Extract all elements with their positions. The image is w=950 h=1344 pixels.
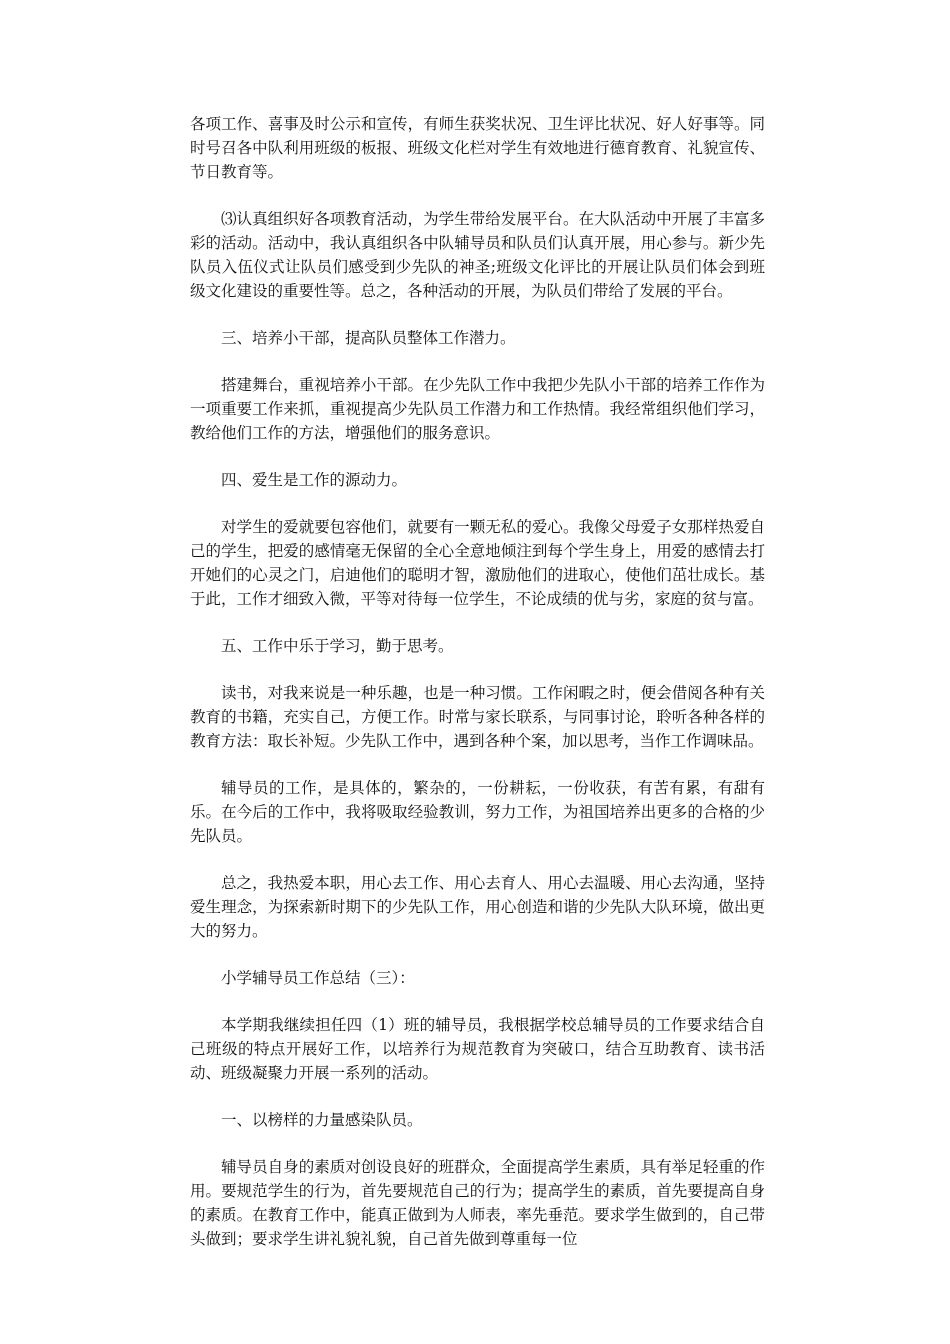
paragraph-reading: 读书，对我来说是一种乐趣，也是一种习惯。工作闲暇之时，便会借阅各种有关教育的书籍，充实自己，方便工作。时常与家长联系，与同事讨论，聆听各种各样的教育方法：取长补短。少先队工作中，遇到各种个案，加以思考，当作工作调味品。: [190, 684, 765, 750]
section-heading-4: 四、爱生是工作的源动力。: [221, 471, 408, 489]
paragraph-semester: 本学期我继续担任四（1）班的辅导员，我根据学校总辅导员的工作要求结合自己班级的特点开展好工作，以培养行为规范教育为突破口，结合互助教育、读书活动、班级凝聚力开展一系列的活动。: [190, 1016, 765, 1082]
section-heading-1: 一、以榜样的力量感染队员。: [221, 1111, 423, 1129]
paragraph-conclusion: 总之，我热爱本职，用心去工作、用心去育人、用心去温暖、用心去沟通，坚持爱生理念，为探索新时期下的少先队工作，用心创造和谐的少先队大队环境，做出更大的努力。: [190, 874, 765, 940]
section-heading-3: 三、培养小干部，提高队员整体工作潜力。: [221, 329, 516, 347]
paragraph-love: 对学生的爱就要包容他们，就要有一颗无私的爱心。我像父母爱子女那样热爱自己的学生，把爱的感情毫无保留的全心全意地倾注到每个学生身上，用爱的感情去打开她们的心灵之门，启迪他们的聪明才智，激励他们的进取心，使他们茁壮成长。基于此，工作才细致入微，平等对待每一位学生，不论成绩的优与劣，家庭的贫与富。: [190, 518, 765, 608]
document-page: [190, 112, 765, 1274]
paragraph-activities: ⑶认真组织好各项教育活动，为学生带给发展平台。在大队活动中开展了丰富多彩的活动。活动中，我认真组织各中队辅导员和队员们认真开展，用心参与。新少先队员入伍仪式让队员们感受到少先队的神圣;班级文化评比的开展让队员们体会到班级文化建设的重要性等。总之，各种活动的开展，为队员们带给了发展的平台。: [190, 210, 765, 300]
paragraph-cadres: 搭建舞台，重视培养小干部。在少先队工作中我把少先队小干部的培养工作作为一项重要工作来抓，重视提高少先队员工作潜力和工作热情。我经常组织他们学习，教给他们工作的方法，增强他们的服务意识。: [190, 376, 765, 442]
section-heading-5: 五、工作中乐于学习，勤于思考。: [221, 637, 454, 655]
paragraph-continuation: 各项工作、喜事及时公示和宣传，有师生获奖状况、卫生评比状况、好人好事等。同时号召各中队利用班级的板报、班级文化栏对学生有效地进行德育教育、礼貌宣传、节日教育等。: [190, 115, 765, 181]
summary-title-3: 小学辅导员工作总结（三）：: [221, 969, 415, 987]
paragraph-role-model: 辅导员自身的素质对创设良好的班群众，全面提高学生素质，具有举足轻重的作用。要规范学生的行为，首先要规范自己的行为；提高学生的素质，首先要提高自身的素质。在教育工作中，能真正做到为人师表，率先垂范。要求学生做到的，自己带头做到；要求学生讲礼貌礼貌，自己首先做到尊重每一位: [190, 1158, 765, 1248]
paragraph-counselor-work: 辅导员的工作，是具体的，繁杂的，一份耕耘，一份收获，有苦有累，有甜有乐。在今后的工作中，我将吸取经验教训，努力工作，为祖国培养出更多的合格的少先队员。: [190, 779, 765, 845]
